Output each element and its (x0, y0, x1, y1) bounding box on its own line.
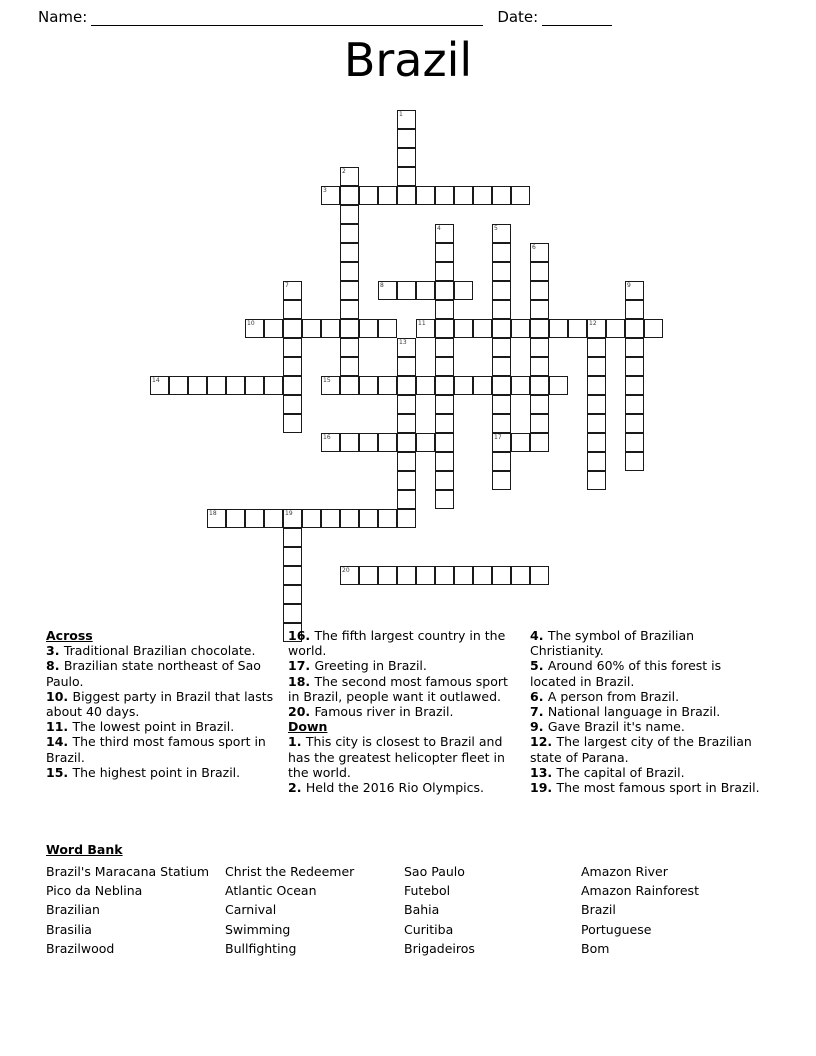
grid-cell[interactable] (587, 357, 606, 376)
grid-cell[interactable] (530, 395, 549, 414)
grid-cell[interactable] (435, 281, 454, 300)
word-bank-item: Bullfighting (225, 940, 297, 956)
grid-cell[interactable] (435, 452, 454, 471)
grid-cell[interactable] (511, 186, 530, 205)
clue-number: 11. (46, 719, 73, 735)
grid-cell[interactable] (435, 395, 454, 414)
grid-cell[interactable] (416, 186, 435, 205)
clue-number: 8. (46, 658, 64, 674)
grid-cell[interactable] (492, 224, 511, 243)
grid-cell[interactable] (188, 376, 207, 395)
grid-cell[interactable] (587, 433, 606, 452)
clue-text: The highest point in Brazil. (72, 764, 241, 780)
clues-section (0, 628, 816, 833)
word-bank-item: Amazon River (581, 864, 668, 879)
clue-across-20 (288, 704, 520, 719)
grid-cell[interactable] (283, 357, 302, 376)
grid-cell[interactable] (587, 338, 606, 357)
clue-number: 4. (530, 628, 548, 643)
grid-cell[interactable] (530, 433, 549, 452)
grid-cell[interactable] (340, 433, 359, 452)
grid-cell[interactable] (435, 376, 454, 395)
grid-cell[interactable] (397, 433, 416, 452)
grid-cell[interactable] (549, 319, 568, 338)
grid-cell[interactable] (473, 376, 492, 395)
grid-cell-number: 20 (342, 567, 350, 574)
clue-number: 10. (46, 688, 73, 704)
clue-number: 13. (530, 764, 557, 780)
clue-across-14 (46, 734, 278, 764)
word-bank-item: Brazilwood (46, 940, 115, 956)
clue-across-18 (288, 674, 520, 704)
grid-cell[interactable] (264, 376, 283, 395)
clue-number: 9. (530, 719, 548, 735)
grid-cell[interactable] (283, 566, 302, 585)
word-bank-section (46, 841, 776, 958)
word-bank-item: Brazil (581, 902, 616, 918)
grid-cell-number: 15 (323, 377, 331, 384)
grid-cell[interactable] (530, 319, 549, 338)
grid-cell-number: 3 (323, 187, 327, 194)
clue-text: Greeting in Brazil. (314, 658, 427, 674)
grid-cell[interactable] (397, 110, 416, 129)
grid-cell[interactable] (283, 338, 302, 357)
grid-cell-number: 7 (285, 282, 289, 289)
name-label: Name: (38, 8, 88, 26)
grid-cell[interactable] (454, 319, 473, 338)
grid-cell[interactable] (397, 129, 416, 148)
clue-down-9 (530, 719, 770, 734)
clue-number: 16. (288, 628, 315, 643)
grid-cell[interactable] (397, 357, 416, 376)
grid-cell[interactable] (378, 433, 397, 452)
word-bank-item: Christ the Redeemer (225, 864, 355, 879)
clue-text: Traditional Brazilian chocolate. (63, 643, 256, 659)
grid-cell[interactable] (302, 509, 321, 528)
clue-down-19 (530, 780, 770, 795)
grid-cell[interactable] (492, 395, 511, 414)
grid-cell[interactable] (568, 319, 587, 338)
grid-cell[interactable] (492, 243, 511, 262)
grid-cell[interactable] (397, 395, 416, 414)
grid-cell[interactable] (435, 186, 454, 205)
grid-cell[interactable] (530, 566, 549, 585)
word-bank-item: Curitiba (404, 921, 454, 937)
grid-cell[interactable] (587, 319, 606, 338)
grid-cell[interactable] (492, 300, 511, 319)
clue-down-4 (530, 628, 770, 658)
grid-cell[interactable] (416, 376, 435, 395)
word-bank-item: Swimming (225, 921, 291, 937)
grid-cell[interactable] (416, 281, 435, 300)
grid-cell[interactable] (435, 414, 454, 433)
grid-cell[interactable] (625, 319, 644, 338)
clue-text: A person from Brazil. (547, 688, 680, 704)
grid-cell[interactable] (492, 452, 511, 471)
grid-cell[interactable] (435, 566, 454, 585)
grid-cell[interactable] (625, 376, 644, 395)
clue-text: The second most famous sport in Brazil, people want it outlawed. (288, 673, 508, 704)
grid-cell[interactable] (587, 452, 606, 471)
clue-across-11 (46, 719, 278, 734)
clue-number: 2. (288, 780, 306, 796)
grid-cell[interactable] (435, 471, 454, 490)
grid-cell[interactable] (530, 376, 549, 395)
down-heading: Down (288, 719, 328, 735)
grid-cell[interactable] (511, 566, 530, 585)
grid-cell[interactable] (625, 300, 644, 319)
word-bank-item: Sao Paulo (404, 864, 465, 879)
grid-cell[interactable] (530, 300, 549, 319)
word-bank-item: Bom (581, 940, 610, 956)
grid-cell[interactable] (435, 319, 454, 338)
grid-cell[interactable] (492, 319, 511, 338)
clue-text: Gave Brazil it's name. (547, 719, 685, 735)
word-bank-item: Pico da Neblina (46, 883, 143, 899)
grid-cell[interactable] (587, 471, 606, 490)
grid-cell[interactable] (359, 509, 378, 528)
grid-cell-number: 1 (399, 111, 403, 118)
clue-text: Biggest party in Brazil that lasts about 40 days. (46, 688, 274, 720)
grid-cell[interactable] (340, 319, 359, 338)
clue-number: 5. (530, 658, 548, 674)
grid-cell[interactable] (625, 452, 644, 471)
clue-across-8 (46, 658, 278, 688)
grid-cell[interactable] (625, 395, 644, 414)
grid-cell[interactable] (340, 262, 359, 281)
grid-cell[interactable] (492, 281, 511, 300)
grid-cell[interactable] (397, 148, 416, 167)
grid-cell[interactable] (226, 509, 245, 528)
grid-cell-number: 11 (418, 320, 426, 327)
grid-cell[interactable] (340, 167, 359, 186)
grid-cell[interactable] (283, 585, 302, 604)
grid-cell[interactable] (397, 471, 416, 490)
grid-cell[interactable] (397, 376, 416, 395)
clue-number: 20. (288, 704, 315, 720)
grid-cell[interactable] (530, 338, 549, 357)
grid-cell[interactable] (340, 338, 359, 357)
grid-cell[interactable] (321, 433, 340, 452)
clue-across-16 (288, 628, 520, 658)
clue-number: 15. (46, 764, 73, 780)
grid-cell[interactable] (473, 319, 492, 338)
grid-cell[interactable] (169, 376, 188, 395)
grid-cell[interactable] (416, 566, 435, 585)
grid-cell[interactable] (549, 376, 568, 395)
grid-cell[interactable] (435, 433, 454, 452)
grid-cell[interactable] (530, 262, 549, 281)
grid-cell[interactable] (245, 319, 264, 338)
grid-cell[interactable] (340, 376, 359, 395)
grid-cell-number: 9 (627, 282, 631, 289)
grid-cell[interactable] (492, 262, 511, 281)
clue-across-10 (46, 689, 278, 719)
clue-text: Held the 2016 Rio Olympics. (305, 780, 484, 796)
clue-number: 17. (288, 658, 315, 674)
grid-cell[interactable] (644, 319, 663, 338)
grid-cell[interactable] (378, 566, 397, 585)
clue-text: The largest city of the Brazilian state of Parana. (530, 734, 752, 765)
grid-cell[interactable] (397, 281, 416, 300)
clue-number: 12. (530, 734, 557, 750)
word-bank-item: Portuguese (581, 921, 652, 937)
grid-cell[interactable] (435, 262, 454, 281)
across-heading: Across (46, 628, 93, 643)
grid-cell[interactable] (397, 338, 416, 357)
grid-cell[interactable] (359, 319, 378, 338)
grid-cell-number: 10 (247, 320, 255, 327)
word-bank-heading: Word Bank (46, 842, 123, 857)
clue-down-13 (530, 765, 770, 780)
grid-cell[interactable] (378, 281, 397, 300)
word-bank-item: Brazil's Maracana Statium (46, 864, 210, 879)
clue-text: The lowest point in Brazil. (72, 719, 235, 735)
grid-cell[interactable] (340, 205, 359, 224)
grid-cell-number: 16 (323, 434, 331, 441)
grid-cell[interactable] (454, 186, 473, 205)
clue-down-7 (530, 704, 770, 719)
grid-cell[interactable] (283, 300, 302, 319)
grid-cell[interactable] (397, 490, 416, 509)
grid-cell[interactable] (492, 414, 511, 433)
grid-cell[interactable] (340, 186, 359, 205)
grid-cell[interactable] (511, 376, 530, 395)
clue-across-17 (288, 658, 520, 673)
grid-cell[interactable] (340, 566, 359, 585)
clue-column-2 (288, 628, 520, 795)
word-bank-item: Brigadeiros (404, 940, 475, 956)
grid-cell[interactable] (283, 528, 302, 547)
grid-cell[interactable] (321, 186, 340, 205)
clue-down-1 (288, 734, 520, 780)
clue-across-3 (46, 643, 278, 658)
grid-cell[interactable] (397, 414, 416, 433)
word-bank-item: Carnival (225, 902, 277, 918)
clue-number: 19. (530, 780, 557, 796)
grid-cell[interactable] (492, 566, 511, 585)
grid-cell-number: 5 (494, 225, 498, 232)
clue-down-6 (530, 689, 770, 704)
word-bank-item: Brazilian (46, 902, 100, 918)
grid-cell[interactable] (397, 566, 416, 585)
grid-cell-number: 8 (380, 282, 384, 289)
grid-cell[interactable] (340, 300, 359, 319)
grid-cell[interactable] (283, 604, 302, 623)
grid-cell[interactable] (511, 319, 530, 338)
clue-down-12 (530, 734, 770, 764)
grid-cell[interactable] (340, 357, 359, 376)
grid-cell[interactable] (283, 319, 302, 338)
grid-cell[interactable] (435, 490, 454, 509)
word-bank-item: Brasilia (46, 921, 92, 937)
grid-cell[interactable] (492, 433, 511, 452)
grid-cell[interactable] (397, 509, 416, 528)
grid-cell[interactable] (587, 414, 606, 433)
clue-number: 7. (530, 704, 548, 720)
grid-cell[interactable] (397, 186, 416, 205)
grid-cell-number: 18 (209, 510, 217, 517)
grid-cell[interactable] (283, 395, 302, 414)
grid-cell[interactable] (492, 471, 511, 490)
grid-cell-number: 2 (342, 168, 346, 175)
grid-cell[interactable] (587, 376, 606, 395)
grid-cell[interactable] (625, 338, 644, 357)
grid-cell[interactable] (321, 376, 340, 395)
grid-cell[interactable] (416, 319, 435, 338)
grid-cell[interactable] (245, 376, 264, 395)
grid-cell-number: 19 (285, 510, 293, 517)
grid-cell-number: 17 (494, 434, 502, 441)
clue-text: Brazilian state northeast of Sao Paulo. (46, 658, 261, 689)
grid-cell[interactable] (625, 433, 644, 452)
grid-cell[interactable] (454, 376, 473, 395)
word-bank-list (46, 862, 776, 958)
clue-text: This city is closest to Brazil and has the greatest helicopter fleet in the world. (288, 734, 505, 780)
grid-cell[interactable] (587, 395, 606, 414)
clue-text: National language in Brazil. (547, 704, 721, 720)
clue-text: The fifth largest country in the world. (288, 628, 506, 659)
clue-column-3 (530, 628, 770, 795)
grid-cell[interactable] (473, 186, 492, 205)
grid-cell[interactable] (283, 547, 302, 566)
grid-cell[interactable] (454, 281, 473, 300)
grid-cell[interactable] (473, 566, 492, 585)
grid-cell[interactable] (359, 566, 378, 585)
clue-text: The third most famous sport in Brazil. (46, 734, 266, 765)
grid-cell[interactable] (378, 319, 397, 338)
grid-cell[interactable] (492, 357, 511, 376)
clue-text: Around 60% of this forest is located in Brazil. (530, 658, 722, 689)
word-bank-item: Bahia (404, 902, 440, 918)
grid-cell[interactable] (226, 376, 245, 395)
grid-cell[interactable] (435, 224, 454, 243)
grid-cell[interactable] (359, 433, 378, 452)
grid-cell[interactable] (435, 243, 454, 262)
grid-cell[interactable] (283, 509, 302, 528)
clue-text: Famous river in Brazil. (314, 704, 454, 720)
grid-cell[interactable] (321, 319, 340, 338)
grid-cell[interactable] (492, 186, 511, 205)
grid-cell[interactable] (340, 281, 359, 300)
grid-cell[interactable] (492, 338, 511, 357)
grid-cell[interactable] (454, 566, 473, 585)
clue-across-15 (46, 765, 278, 780)
grid-cell[interactable] (359, 376, 378, 395)
grid-cell[interactable] (378, 186, 397, 205)
grid-cell[interactable] (207, 376, 226, 395)
grid-cell[interactable] (378, 376, 397, 395)
grid-cell[interactable] (340, 224, 359, 243)
clue-column-1 (46, 628, 278, 780)
grid-cell[interactable] (511, 433, 530, 452)
grid-cell[interactable] (397, 167, 416, 186)
page-title: Brazil (343, 33, 473, 87)
clue-text: The symbol of Brazilian Christianity. (530, 628, 695, 659)
clue-number: 18. (288, 673, 315, 689)
grid-cell[interactable] (283, 281, 302, 300)
grid-cell[interactable] (302, 319, 321, 338)
grid-cell[interactable] (245, 509, 264, 528)
grid-cell-number: 12 (589, 320, 597, 327)
clue-text: The capital of Brazil. (556, 764, 685, 780)
grid-cell[interactable] (283, 414, 302, 433)
grid-cell[interactable] (378, 509, 397, 528)
date-label: Date: (497, 8, 539, 26)
grid-cell[interactable] (435, 357, 454, 376)
grid-cell[interactable] (150, 376, 169, 395)
grid-cell[interactable] (359, 186, 378, 205)
grid-cell[interactable] (435, 300, 454, 319)
grid-cell[interactable] (340, 243, 359, 262)
grid-cell[interactable] (435, 338, 454, 357)
grid-cell[interactable] (340, 509, 359, 528)
grid-cell-number: 14 (152, 377, 160, 384)
clue-down-5 (530, 658, 770, 688)
clue-number: 14. (46, 734, 73, 750)
grid-cell[interactable] (606, 319, 625, 338)
grid-cell[interactable] (625, 414, 644, 433)
grid-cell[interactable] (321, 509, 340, 528)
grid-cell[interactable] (264, 509, 283, 528)
grid-cell[interactable] (397, 452, 416, 471)
grid-cell[interactable] (416, 433, 435, 452)
word-bank-item: Futebol (404, 883, 451, 899)
grid-cell[interactable] (625, 281, 644, 300)
grid-cell[interactable] (207, 509, 226, 528)
grid-cell[interactable] (530, 357, 549, 376)
grid-cell[interactable] (530, 243, 549, 262)
grid-cell[interactable] (283, 376, 302, 395)
word-bank-item: Atlantic Ocean (225, 883, 317, 899)
clue-down-2 (288, 780, 520, 795)
clue-number: 6. (530, 688, 548, 704)
grid-cell[interactable] (530, 414, 549, 433)
clue-number: 3. (46, 643, 64, 659)
grid-cell-number: 6 (532, 244, 536, 251)
clue-number: 1. (288, 734, 306, 750)
grid-cell[interactable] (264, 319, 283, 338)
grid-cell-number: 4 (437, 225, 441, 232)
clue-text: The most famous sport in Brazil. (556, 780, 760, 796)
word-bank-item: Amazon Rainforest (581, 883, 699, 899)
grid-cell[interactable] (530, 281, 549, 300)
grid-cell-number: 13 (399, 339, 407, 346)
grid-cell[interactable] (625, 357, 644, 376)
grid-cell[interactable] (492, 376, 511, 395)
